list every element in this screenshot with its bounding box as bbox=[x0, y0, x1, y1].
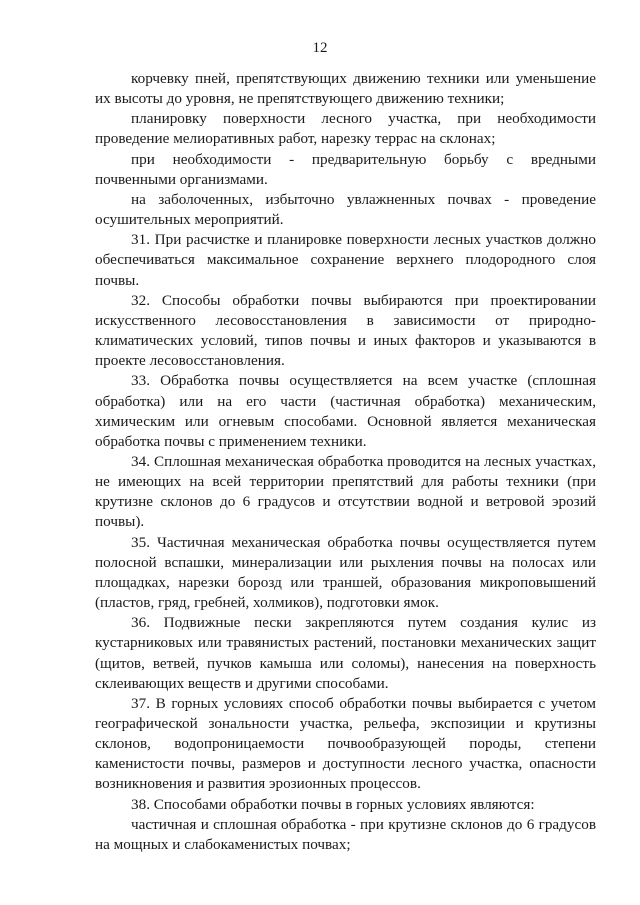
paragraph-38-item: частичная и сплошная обработка - при крутизне склонов до 6 градусов на мощных и слабокаменистых почвах; bbox=[95, 815, 596, 853]
document-body bbox=[95, 69, 596, 855]
paragraph-36: 36. Подвижные пески закрепляются путем создания кулис из кустарниковых или травянистых растений, постановки механических защит (щитов, ветвей, пучков камыша или соломы), нанесения на поверхность склеивающих веществ и другими способами. bbox=[95, 614, 596, 692]
paragraph-35: 35. Частичная механическая обработка почвы осуществляется путем полосной вспашки, минерализации или рыхления почвы на полосах или площадках, нарезки борозд или траншей, образования микроповышений (пластов, гряд, гребней, холмиков), подготовки ямок. bbox=[95, 533, 596, 612]
paragraph-3: при необходимости - предварительную борьбу с вредными почвенными организмами. bbox=[95, 150, 596, 188]
page-number: 12 bbox=[312, 40, 328, 56]
paragraph-33: 33. Обработка почвы осуществляется на всем участке (сплошная обработка) или на его части (частичная обработка) механическим, химическим или огневым способами. Основной является механическая обработка почвы с применением техники. bbox=[95, 372, 596, 450]
paragraph-34: 34. Сплошная механическая обработка проводится на лесных участках, не имеющих на всей территории препятствий для работы техники (при крутизне склонов до 6 градусов и отсутствии водной и ветровой эрозий почвы). bbox=[95, 452, 596, 531]
paragraph-1: корчевку пней, препятствующих движению техники или уменьшение их высоты до уровня, не препятствующего движению техники; bbox=[95, 70, 596, 108]
paragraph-31: 31. При расчистке и планировке поверхности лесных участков должно обеспечиваться максимальное сохранение верхнего плодородного слоя почвы. bbox=[95, 231, 596, 289]
paragraph-37: 37. В горных условиях способ обработки почвы выбирается с учетом географической зональности участка, рельефа, экспозиции и крутизны склонов, водопроницаемости почвообразующей породы, степени каменистости почвы, размеров и доступности лесного участка, опасности возникновения и развития эрозионных процессов. bbox=[95, 694, 596, 793]
paragraph-4: на заболоченных, избыточно увлажненных почвах - проведение осушительных мероприятий. bbox=[95, 190, 596, 229]
paragraph-2: планировку поверхности лесного участка, при необходимости проведение мелиоративных работ, нарезку террас на склонах; bbox=[95, 110, 596, 148]
paragraph-38: 38. Способами обработки почвы в горных условиях являются: bbox=[131, 795, 535, 813]
paragraph-32: 32. Способы обработки почвы выбираются при проектировании искусственного лесовосстановления в зависимости от природно-климатических условий, типов почвы и иных факторов и указываются в проекте лесовосстановления. bbox=[95, 291, 596, 370]
